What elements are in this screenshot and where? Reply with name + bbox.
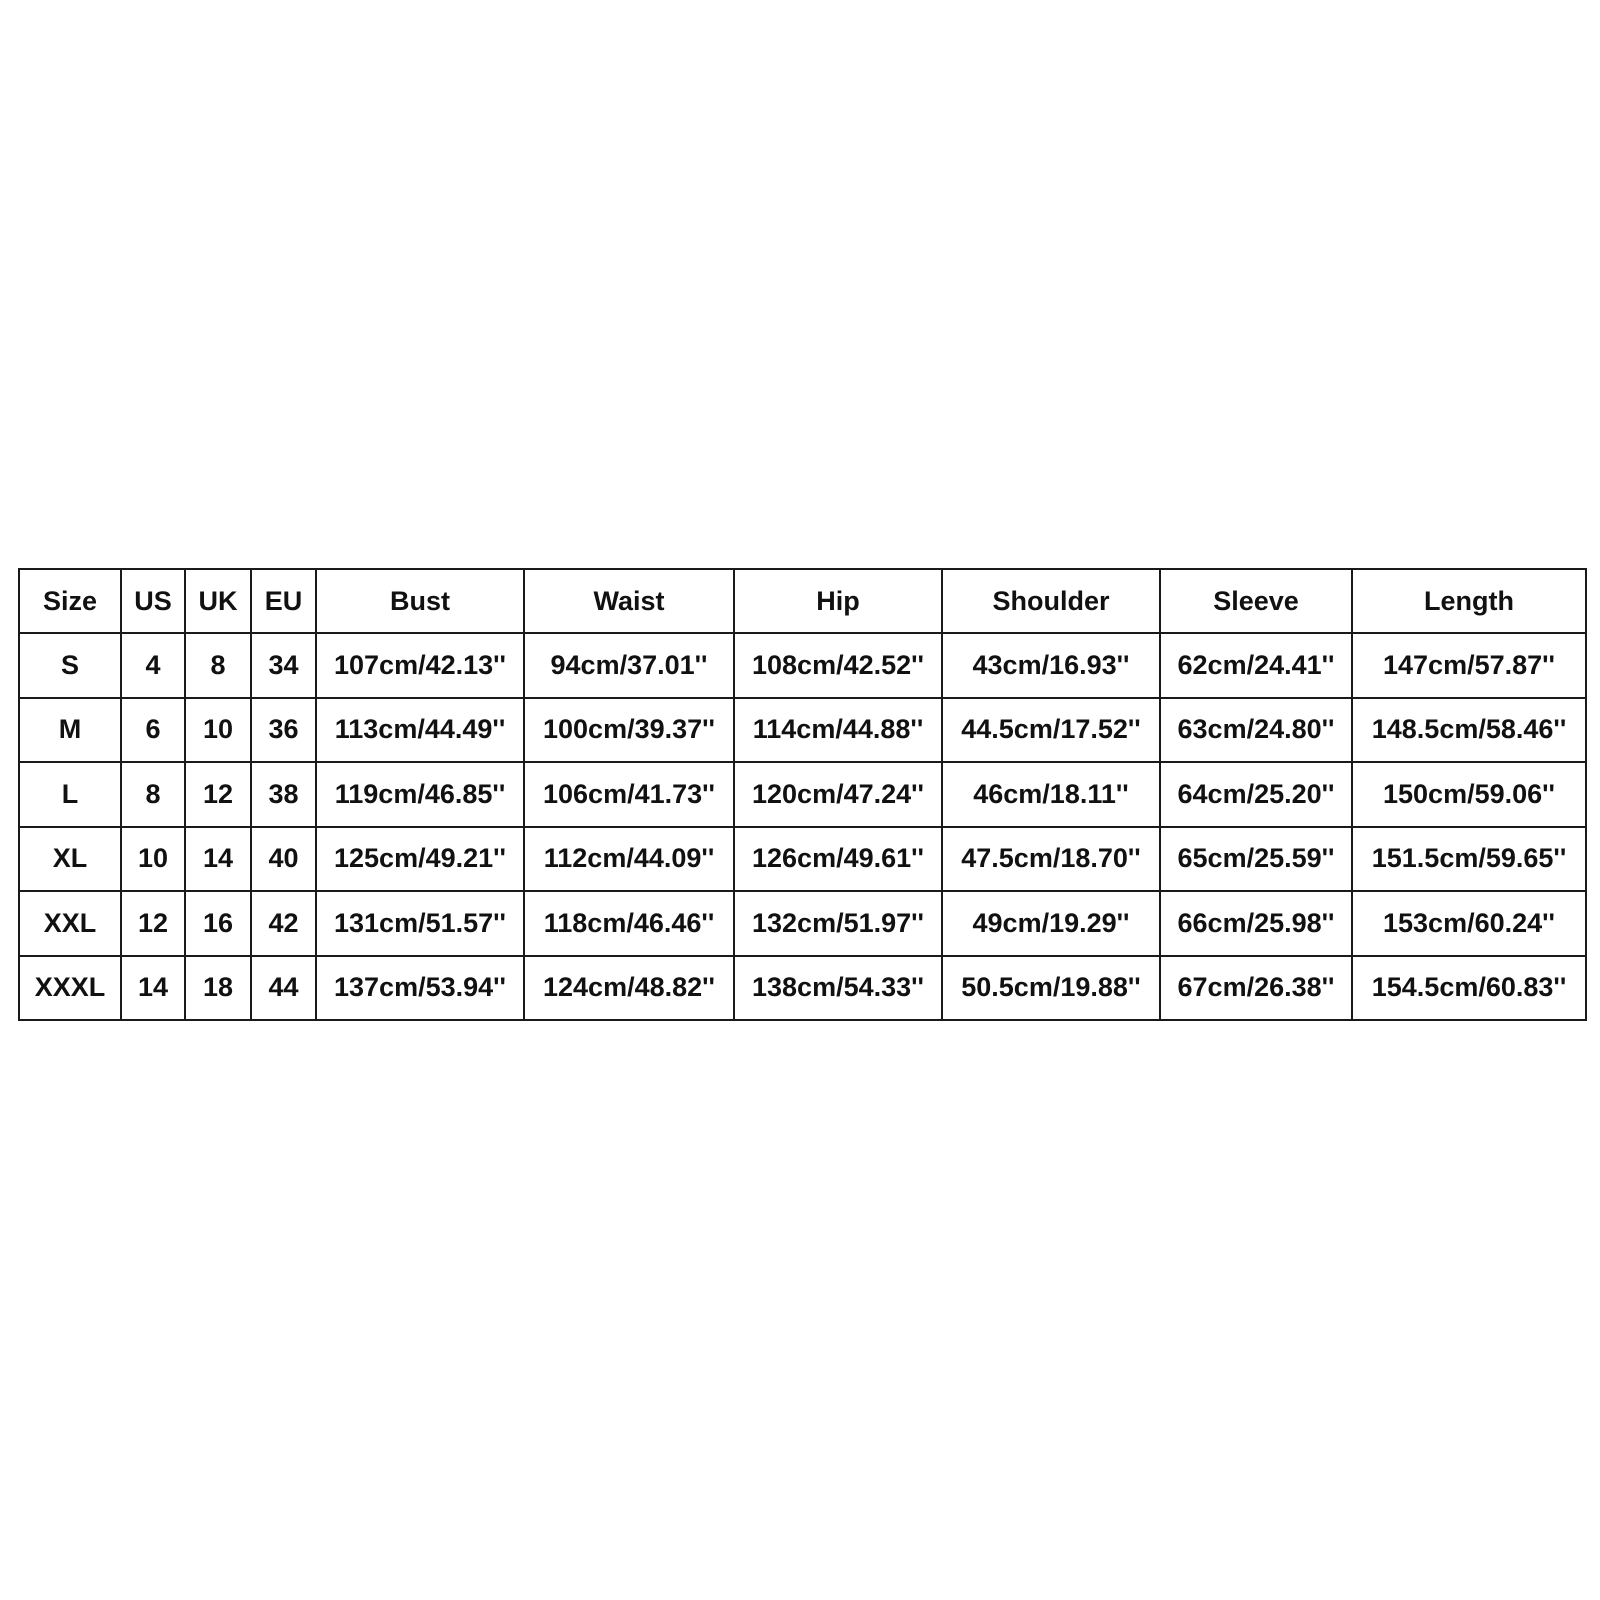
header-waist: Waist (524, 569, 734, 633)
cell-hip: 108cm/42.52'' (734, 633, 942, 698)
header-sleeve: Sleeve (1160, 569, 1352, 633)
cell-eu: 38 (251, 762, 316, 827)
cell-bust: 119cm/46.85'' (316, 762, 524, 827)
cell-uk: 16 (185, 891, 251, 956)
cell-shoulder: 49cm/19.29'' (942, 891, 1160, 956)
cell-length: 154.5cm/60.83'' (1352, 956, 1586, 1021)
cell-size: XXXL (19, 956, 121, 1021)
cell-length: 147cm/57.87'' (1352, 633, 1586, 698)
cell-bust: 125cm/49.21'' (316, 827, 524, 892)
table-row (19, 633, 1586, 698)
table-row (19, 698, 1586, 763)
cell-uk: 18 (185, 956, 251, 1021)
cell-eu: 36 (251, 698, 316, 763)
table-row (19, 827, 1586, 892)
cell-length: 148.5cm/58.46'' (1352, 698, 1586, 763)
cell-hip: 132cm/51.97'' (734, 891, 942, 956)
table-row (19, 762, 1586, 827)
cell-shoulder: 47.5cm/18.70'' (942, 827, 1160, 892)
header-uk: UK (185, 569, 251, 633)
cell-uk: 10 (185, 698, 251, 763)
cell-sleeve: 67cm/26.38'' (1160, 956, 1352, 1021)
cell-waist: 112cm/44.09'' (524, 827, 734, 892)
cell-hip: 114cm/44.88'' (734, 698, 942, 763)
cell-hip: 138cm/54.33'' (734, 956, 942, 1021)
cell-us: 12 (121, 891, 185, 956)
header-eu: EU (251, 569, 316, 633)
cell-bust: 113cm/44.49'' (316, 698, 524, 763)
cell-waist: 124cm/48.82'' (524, 956, 734, 1021)
cell-bust: 107cm/42.13'' (316, 633, 524, 698)
cell-size: L (19, 762, 121, 827)
cell-eu: 44 (251, 956, 316, 1021)
cell-size: XL (19, 827, 121, 892)
cell-uk: 14 (185, 827, 251, 892)
size-chart-table (18, 568, 1587, 1021)
header-bust: Bust (316, 569, 524, 633)
cell-sleeve: 63cm/24.80'' (1160, 698, 1352, 763)
cell-us: 8 (121, 762, 185, 827)
cell-waist: 118cm/46.46'' (524, 891, 734, 956)
cell-us: 10 (121, 827, 185, 892)
cell-size: S (19, 633, 121, 698)
cell-shoulder: 44.5cm/17.52'' (942, 698, 1160, 763)
header-hip: Hip (734, 569, 942, 633)
cell-eu: 34 (251, 633, 316, 698)
cell-us: 6 (121, 698, 185, 763)
cell-hip: 120cm/47.24'' (734, 762, 942, 827)
header-shoulder: Shoulder (942, 569, 1160, 633)
cell-sleeve: 65cm/25.59'' (1160, 827, 1352, 892)
cell-length: 151.5cm/59.65'' (1352, 827, 1586, 892)
header-size: Size (19, 569, 121, 633)
cell-eu: 40 (251, 827, 316, 892)
cell-sleeve: 66cm/25.98'' (1160, 891, 1352, 956)
cell-length: 153cm/60.24'' (1352, 891, 1586, 956)
cell-sleeve: 62cm/24.41'' (1160, 633, 1352, 698)
table-row (19, 891, 1586, 956)
cell-sleeve: 64cm/25.20'' (1160, 762, 1352, 827)
cell-waist: 94cm/37.01'' (524, 633, 734, 698)
header-us: US (121, 569, 185, 633)
cell-uk: 12 (185, 762, 251, 827)
cell-us: 4 (121, 633, 185, 698)
cell-bust: 137cm/53.94'' (316, 956, 524, 1021)
cell-bust: 131cm/51.57'' (316, 891, 524, 956)
cell-shoulder: 46cm/18.11'' (942, 762, 1160, 827)
cell-size: M (19, 698, 121, 763)
cell-uk: 8 (185, 633, 251, 698)
header-length: Length (1352, 569, 1586, 633)
cell-eu: 42 (251, 891, 316, 956)
cell-hip: 126cm/49.61'' (734, 827, 942, 892)
cell-shoulder: 50.5cm/19.88'' (942, 956, 1160, 1021)
cell-waist: 106cm/41.73'' (524, 762, 734, 827)
table-row (19, 956, 1586, 1021)
header-row (19, 569, 1586, 633)
cell-size: XXL (19, 891, 121, 956)
cell-us: 14 (121, 956, 185, 1021)
cell-length: 150cm/59.06'' (1352, 762, 1586, 827)
cell-waist: 100cm/39.37'' (524, 698, 734, 763)
cell-shoulder: 43cm/16.93'' (942, 633, 1160, 698)
